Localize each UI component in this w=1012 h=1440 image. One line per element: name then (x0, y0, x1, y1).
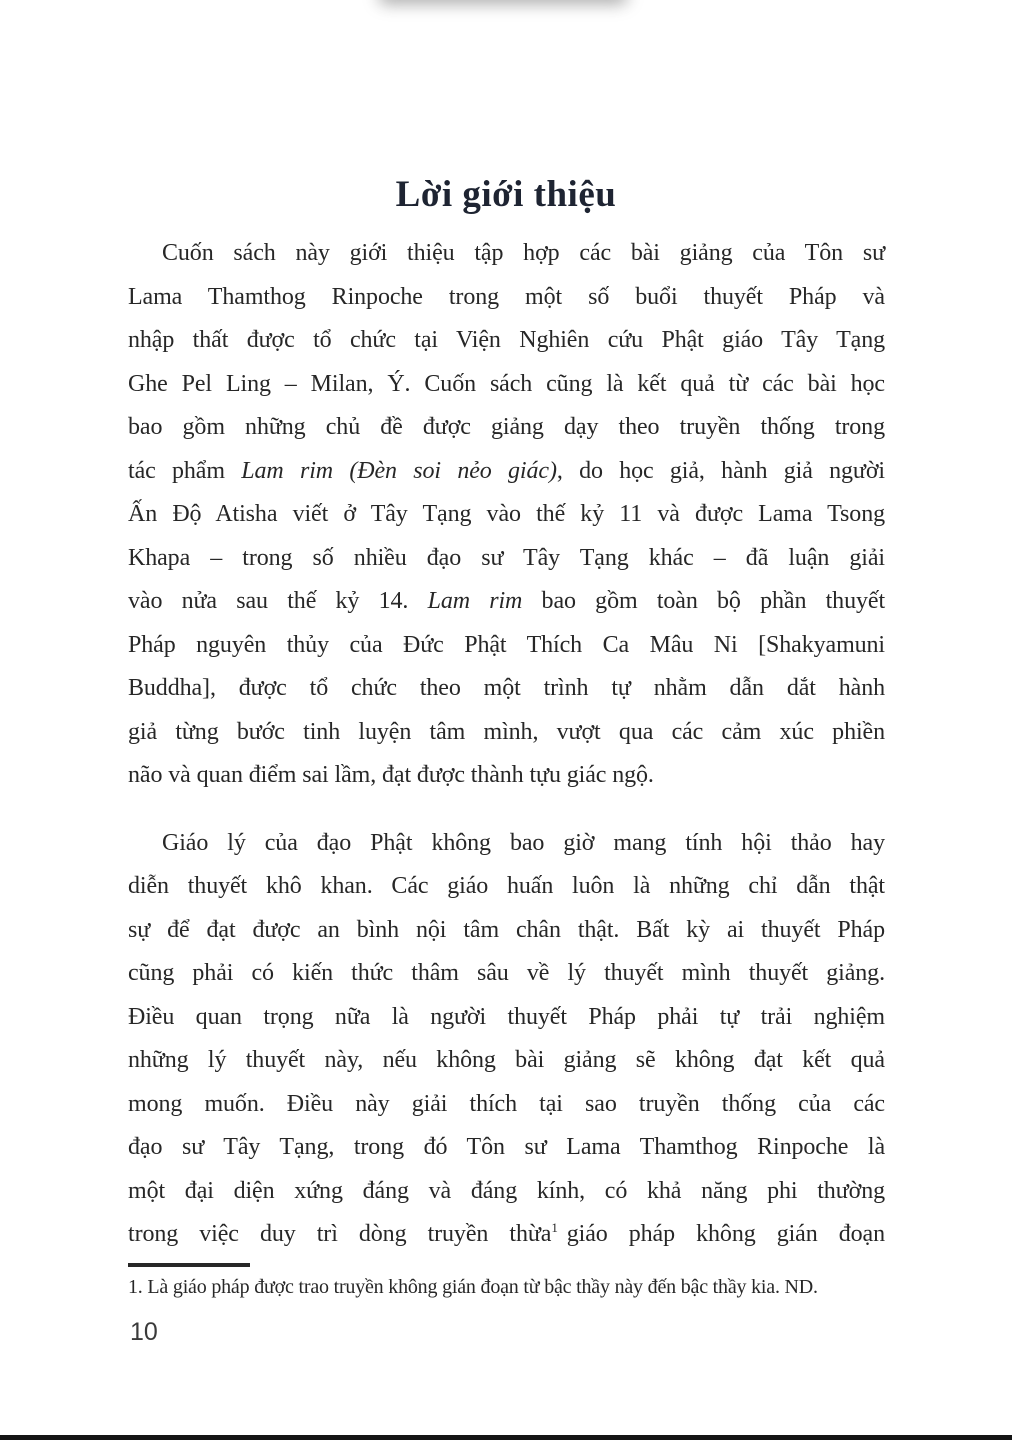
text-run: trong việc duy trì dòng truyền thừa (128, 1221, 552, 1247)
text-run: bao gồm những chủ đề được giảng dạy theo truyền thống trong (128, 414, 885, 440)
text-line (128, 363, 885, 407)
text-run: giáo pháp không gián đoạn (566, 1221, 885, 1247)
page-title: Lời giới thiệu (395, 173, 617, 215)
text-run: vào nửa sau thế kỷ 14. (128, 588, 428, 614)
paragraph-1 (128, 232, 885, 798)
text-line (128, 1083, 885, 1127)
page-body (128, 232, 885, 1300)
text-line (128, 1170, 885, 1214)
italic-text-run: Lam rim (427, 588, 523, 614)
text-run: mong muốn. Điều này giải thích tại sao truyền thống của các (128, 1090, 885, 1117)
text-line (128, 1213, 885, 1257)
text-run: bao gồm toàn bộ phần thuyết (522, 588, 886, 614)
text-line (128, 624, 885, 668)
text-run: Cuốn sách này giới thiệu tập hợp các bài giảng của Tôn sư (162, 240, 885, 266)
text-line (128, 319, 885, 363)
text-line (128, 276, 885, 320)
text-run: não và quan điểm sai lầm, đạt được thành tựu giác ngộ. (128, 762, 654, 788)
text-run: tác phẩm (128, 457, 242, 484)
text-run: Điều quan trọng nữa là người thuyết Pháp phải tự trải nghiệm (128, 1003, 885, 1030)
text-line (128, 580, 885, 624)
text-line (128, 493, 885, 537)
text-run: sự để đạt được an bình nội tâm chân thật. Bất kỳ ai thuyết Pháp (128, 916, 885, 943)
text-line (128, 952, 885, 996)
text-run: Ấn Độ Atisha viết ở Tây Tạng vào thế kỷ 11 và được Lama Tsong (128, 501, 885, 527)
text-run: đạo sư Tây Tạng, trong đó Tôn sư Lama Thamthog Rinpoche là (128, 1134, 885, 1160)
text-line (128, 711, 885, 755)
page-number: 10 (130, 1318, 158, 1346)
text-run: giả từng bước tinh luyện tâm mình, vượt qua các cảm xúc phiền (128, 718, 885, 745)
text-run: diễn thuyết khô khan. Các giáo huấn luôn là những chỉ dẫn thật (128, 873, 885, 899)
footnote-text: 1. Là giáo pháp được trao truyền không gián đoạn từ bậc thầy này đến bậc thầy kia. ND. (128, 1275, 818, 1298)
text-line (128, 1126, 885, 1170)
text-line (128, 1039, 885, 1083)
text-line (128, 865, 885, 909)
text-run: Giáo lý của đạo Phật không bao giờ mang tính hội thảo hay (162, 829, 885, 856)
text-run: Lama Thamthog Rinpoche trong một số buổi thuyết Pháp và (128, 283, 885, 310)
text-run: Pháp nguyên thủy của Đức Phật Thích Ca Mâu Ni [Shakyamuni (128, 631, 885, 658)
paragraph-2 (128, 822, 885, 1257)
top-edge-shadow (378, 0, 628, 4)
text-run: Buddha], được tổ chức theo một trình tự nhằm dẫn dắt hành (128, 675, 885, 701)
footnote-ref: 1 (551, 1220, 558, 1235)
body-paragraphs (128, 232, 885, 1257)
text-run: những lý thuyết này, nếu không bài giảng sẽ không đạt kết quả (128, 1047, 885, 1073)
footnote-divider (128, 1263, 250, 1267)
text-run: một đại diện xứng đáng và đáng kính, có khả năng phi thường (128, 1177, 885, 1204)
bottom-edge-bar (0, 1435, 1012, 1440)
text-line (128, 406, 885, 450)
text-line (128, 754, 885, 798)
italic-text-run: Lam rim (Đèn soi nẻo giác) (241, 457, 557, 484)
text-line (128, 450, 885, 494)
text-run: Khapa – trong số nhiều đạo sư Tây Tạng khác – đã luận giải (128, 544, 885, 571)
text-run: , do học giả, hành giả người (556, 457, 885, 484)
text-line (128, 537, 885, 581)
text-line (128, 232, 885, 276)
text-line (128, 822, 885, 866)
text-run: nhập thất được tổ chức tại Viện Nghiên cứu Phật giáo Tây Tạng (128, 327, 885, 353)
text-line (128, 667, 885, 711)
text-run: cũng phải có kiến thức thâm sâu về lý thuyết mình thuyết giảng. (128, 960, 885, 986)
text-line (128, 996, 885, 1040)
text-line (128, 909, 885, 953)
text-run: Ghe Pel Ling – Milan, Ý. Cuốn sách cũng là kết quả từ các bài học (128, 370, 885, 397)
